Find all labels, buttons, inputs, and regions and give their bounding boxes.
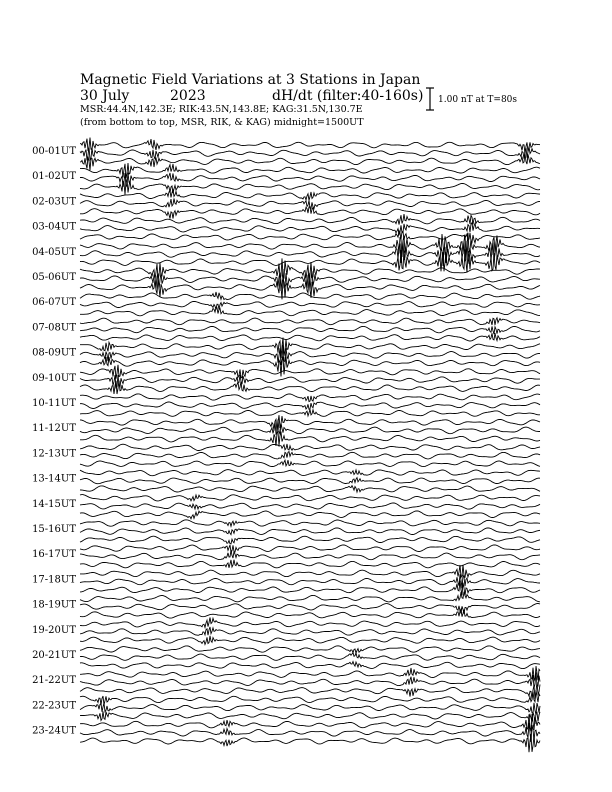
hour-label: 04-05UT [32, 246, 76, 258]
trace-msr [80, 662, 540, 669]
trace-msr [80, 636, 540, 645]
trace-kag [80, 138, 540, 154]
hour-label: 06-07UT [32, 297, 76, 309]
trace-rik [80, 653, 540, 661]
trace-kag [80, 545, 540, 552]
date-day: 30 July [80, 88, 130, 104]
trace-kag [80, 394, 540, 402]
trace-kag [80, 365, 540, 379]
hour-label: 00-01UT [32, 146, 76, 157]
trace-rik [80, 375, 540, 388]
trace-rik [80, 326, 540, 334]
trace-kag [80, 592, 540, 602]
trace-msr [80, 154, 540, 171]
trace-msr [80, 486, 540, 493]
trace-rik [80, 703, 540, 715]
trace-rik [80, 550, 540, 560]
trace-msr [80, 308, 540, 316]
trace-msr [80, 179, 540, 194]
trace-kag [80, 470, 540, 476]
trace-rik [80, 223, 540, 235]
hour-label: 02-03UT [32, 196, 76, 208]
hour-label: 18-19UT [32, 599, 76, 611]
trace-rik [80, 528, 540, 535]
hour-label: 19-20UT [32, 624, 76, 636]
stations-line: MSR:44.4N,142.3E; RIK:43.5N,143.8E; KAG:31.5N,130.7E [80, 104, 363, 115]
trace-rik [80, 402, 540, 409]
hour-label: 15-16UT [32, 524, 76, 535]
trace-rik [80, 173, 540, 187]
trace-msr [80, 536, 540, 544]
scale-label: 1.00 nT at T=80s [438, 95, 518, 105]
quantity-label: dH/dt (filter:40-160s) [272, 88, 424, 104]
trace-kag [80, 565, 540, 578]
trace-msr [80, 734, 540, 752]
trace-kag [80, 444, 540, 451]
hour-label: 17-18UT [32, 574, 76, 586]
trace-kag [80, 318, 540, 325]
trace-msr [80, 460, 540, 467]
hour-label: 07-08UT [32, 322, 76, 334]
trace-rik [80, 627, 540, 635]
trace-msr [80, 381, 540, 395]
trace-rik [80, 452, 540, 459]
hour-label: 23-24UT [32, 725, 76, 737]
trace-kag [80, 189, 540, 200]
trace-kag [80, 495, 540, 501]
hour-label: 14-15UT [32, 498, 76, 510]
trace-rik [80, 574, 540, 588]
trace-rik [80, 478, 540, 484]
trace-kag [80, 520, 540, 527]
trace-msr [80, 333, 540, 341]
hour-label: 05-06UT [32, 272, 76, 283]
trace-rik [80, 604, 540, 614]
trace-rik [80, 147, 540, 161]
trace-kag [80, 714, 540, 732]
hour-label: 08-09UT [32, 347, 76, 359]
hour-label: 10-11UT [32, 398, 76, 409]
hour-label: 09-10UT [32, 372, 76, 384]
trace-kag [80, 415, 540, 432]
trace-msr [80, 560, 540, 568]
trace-kag [80, 214, 540, 225]
trace-kag [80, 617, 540, 627]
trace-msr [80, 711, 540, 724]
trace-msr [80, 609, 540, 618]
trace-rik [80, 503, 540, 509]
hour-label: 16-17UT [32, 549, 76, 561]
chart-title: Magnetic Field Variations at 3 Stations in Japan [80, 72, 421, 88]
hour-label: 20-21UT [32, 650, 76, 661]
hour-label: 22-23UT [32, 700, 76, 712]
hour-label: 12-13UT [32, 448, 76, 460]
hour-label: 01-02UT [32, 171, 76, 183]
order-note: (from bottom to top, MSR, RIK, & KAG) midnight=1500UT [80, 117, 364, 128]
trace-rik [80, 301, 540, 309]
trace-group [80, 138, 540, 753]
trace-msr [80, 682, 540, 699]
hour-label: 03-04UT [32, 221, 76, 233]
hour-label: 13-14UT [32, 473, 76, 485]
hour-label-group [32, 146, 76, 737]
trace-kag [80, 666, 540, 681]
trace-msr [80, 511, 540, 519]
hour-label: 21-22UT [32, 675, 76, 687]
trace-msr [80, 357, 540, 377]
trace-msr [80, 409, 540, 416]
trace-kag [80, 646, 540, 653]
hour-label: 11-12UT [32, 423, 76, 435]
date-year: 2023 [170, 88, 206, 104]
scale-bar [426, 88, 434, 110]
